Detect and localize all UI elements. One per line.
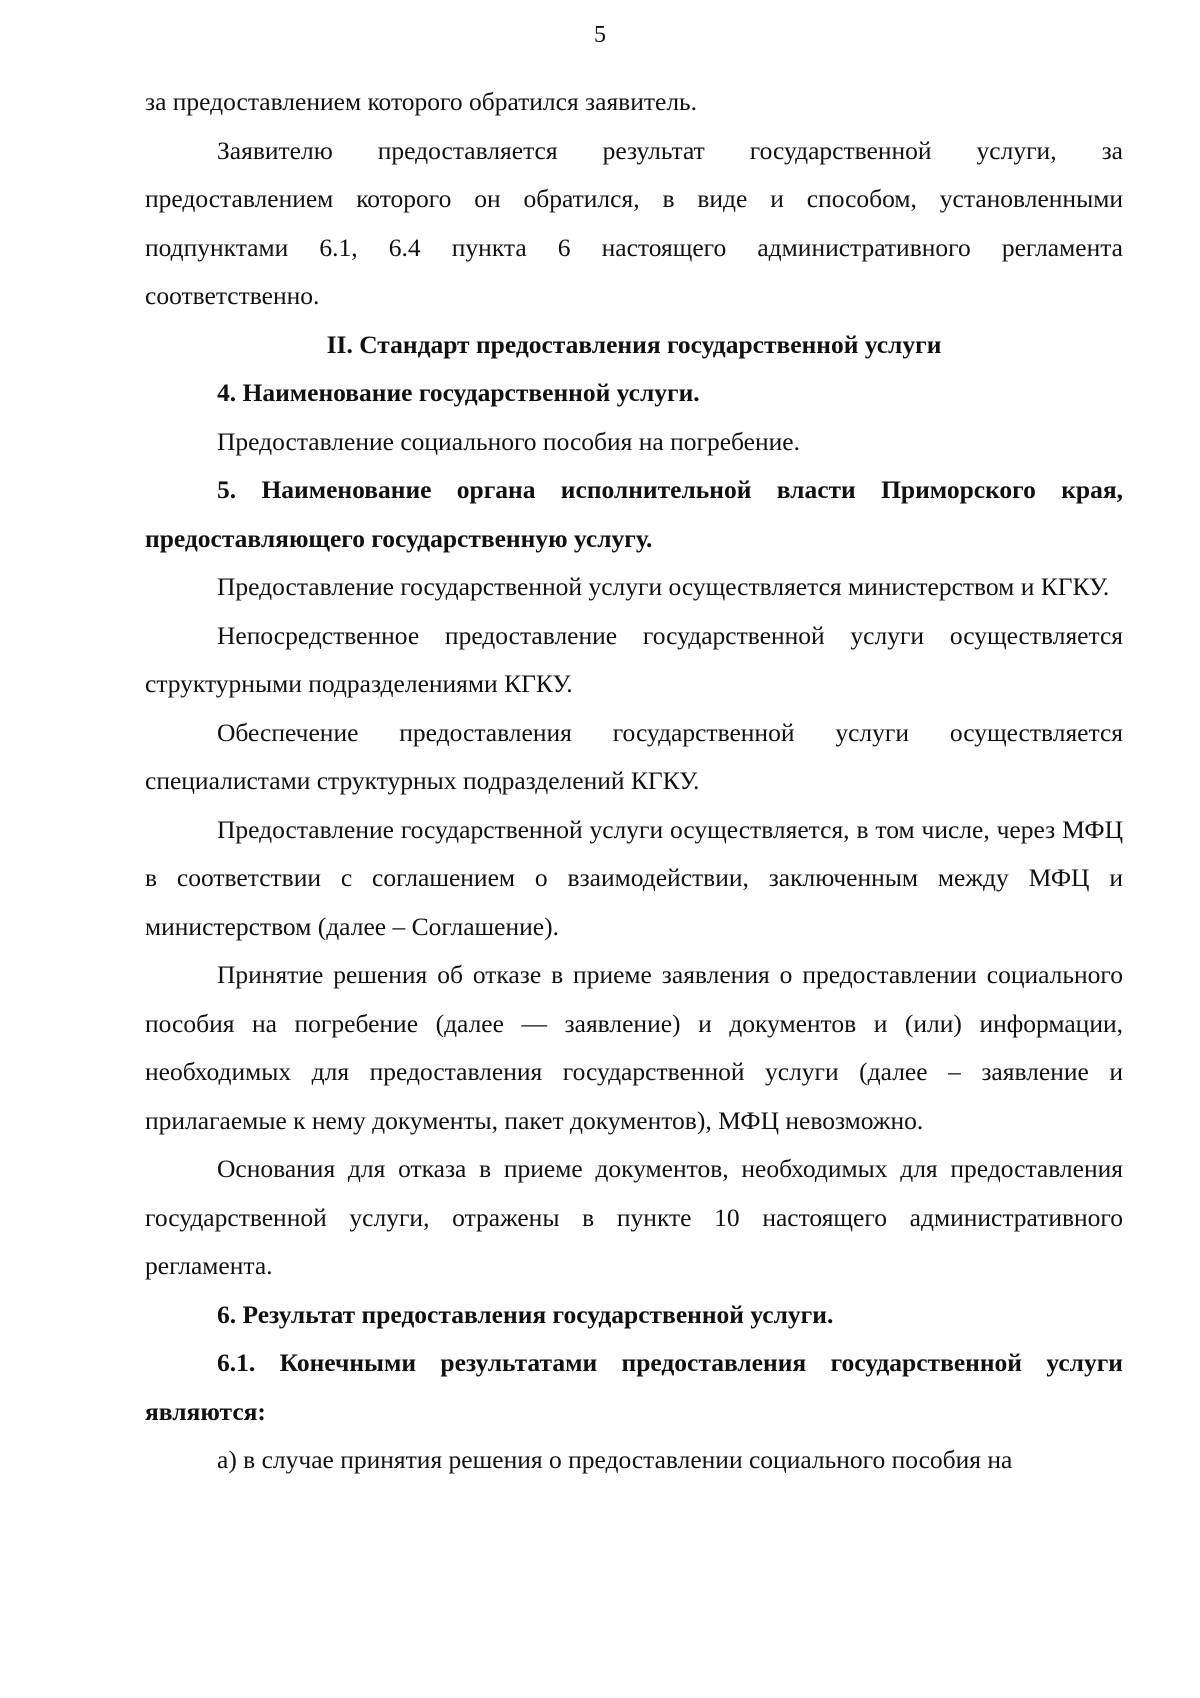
item-5-text-3: Обеспечение предоставления государственной услуги осуществляется специалистами структурных подразделений КГКУ.	[145, 717, 1123, 795]
item-5-text-2: Непосредственное предоставление государственной услуги осуществляется структурными подразделениями КГКУ.	[145, 620, 1123, 698]
item-4-text: Предоставление социального пособия на погребение.	[217, 426, 800, 456]
item-5-text-4: Предоставление государственной услуги осуществляется, в том числе, через МФЦ в соответствии с соглашением о взаимодействии, заключенным между МФЦ и министерством (далее – Соглашение).	[145, 814, 1123, 941]
page-number: 5	[594, 22, 606, 48]
item-4-heading: 4. Наименование государственной услуги.	[217, 378, 700, 407]
item-5-text-5: Принятие решения об отказе в приеме заявления о предоставлении социального пособия на погребение (далее — заявление) и документов и (или) информации, необходимых для предоставления государственной услуги (далее – заявление и прилагаемые к нему документы, пакет документов), МФЦ невозможно.	[145, 960, 1123, 1135]
document-body	[145, 78, 1123, 1485]
item-6-1-a-text: а) в случае принятия решения о предоставлении социального пособия на	[217, 1445, 1013, 1474]
paragraph-applicant-result: Заявителю предоставляется результат государственной услуги, за предоставлением которого он обратился, в виде и способом, установленными подпунктами 6.1, 6.4 пункта 6 настоящего административного регламента соответственно.	[145, 135, 1123, 310]
item-6-1-heading: 6.1. Конечными результатами предоставления государственной услуги являются:	[145, 1348, 1123, 1426]
item-5-heading: 5. Наименование органа исполнительной власти Приморского края, предоставляющего государственную услугу.	[145, 475, 1123, 553]
item-5-text-6: Основания для отказа в приеме документов, необходимых для предоставления государственной услуги, отражены в пункте 10 настоящего административного регламента.	[145, 1154, 1123, 1280]
item-5-text-1: Предоставление государственной услуги осуществляется министерством и КГКУ.	[217, 572, 1110, 601]
section-heading: II. Стандарт предоставления государственной услуги	[326, 329, 942, 359]
item-6-heading: 6. Результат предоставления государственной услуги.	[217, 1299, 834, 1329]
paragraph-continuation: за предоставлением которого обратился заявитель.	[145, 87, 698, 116]
